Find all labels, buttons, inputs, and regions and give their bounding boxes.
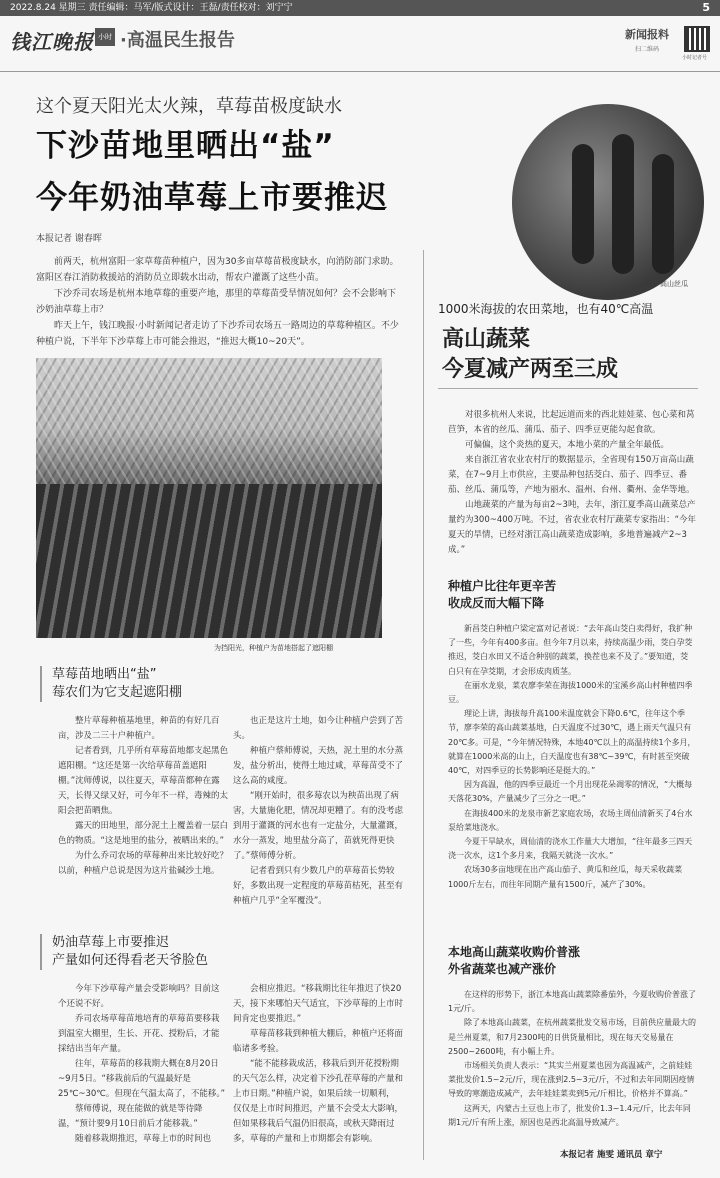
side-intro bbox=[448, 408, 696, 558]
lead-paragraph: 下沙乔司农场是杭州本地草莓的重要产地，那里的草莓苗受旱情况如何？会不会影响下沙奶油草莓上市？ bbox=[36, 289, 397, 315]
qr-caption: 小时记者号 bbox=[682, 55, 708, 61]
box2-column-2 bbox=[233, 982, 403, 1147]
box1-column-1 bbox=[58, 714, 228, 879]
side-kicker: 1000米海拔的农田菜地，也有40℃高温 bbox=[438, 302, 654, 316]
column-divider bbox=[423, 250, 424, 1160]
body-paragraph: 记者看到，几乎所有草莓苗地都支起黑色遮阳棚。“这还是第一次给草莓苗盖遮阳棚。”沈师傅说，以往夏天，草莓苗都种在露天，长得又绿又好，可今年不一样，毒辣的太阳会把苗晒焦。 bbox=[58, 746, 229, 816]
body-paragraph: 对很多杭州人来说，比起远道而来的西北娃娃菜、包心菜和莴苣笋，本省的丝瓜、蒲瓜、茄子、四季豆更能勾起食欲。 bbox=[448, 410, 695, 435]
lead-paragraph: 前两天，杭州富阳一家草莓苗种植户，因为30多亩草莓苗极度缺水，向消防部门求助。富阳区春江消防救援站的消防员立即载水出动，帮农户灌溉了这些小苗。 bbox=[36, 257, 399, 283]
side-credit: 本报记者 施雯 通讯员 章宁 bbox=[560, 1150, 663, 1160]
masthead bbox=[0, 18, 720, 72]
body-paragraph: 来自浙江省农业农村厅的数据显示，全省现有150万亩高山蔬菜，在7~9月上市供应，主要品种包括茭白、茄子、四季豆、番茄、丝瓜、蒲瓜等，产地为丽水、温州、台州、衢州、金华等地。 bbox=[448, 455, 695, 495]
box1-heading bbox=[40, 666, 380, 702]
newspaper-logo: 钱江晚报 bbox=[10, 30, 94, 54]
body-paragraph: 记者看到只有少数几户的草莓苗长势较好，多数出现一定程度的草莓苗枯死，甚至有种植户几乎“全军覆没”。 bbox=[233, 866, 404, 906]
main-headline-2: 今年奶油草莓上市要推迟 bbox=[36, 180, 388, 216]
body-paragraph: 露天的田地里，部分泥土上覆盖着一层白色的物质。“这是地里的盐分，被晒出来的。” bbox=[58, 821, 229, 846]
side-section1-title-2: 收成反而大幅下降 bbox=[448, 596, 545, 610]
loofah-shape bbox=[612, 134, 634, 274]
body-paragraph: 市场相关负责人表示：“其实兰州夏菜也因为高温减产，之前娃娃菜批发价1.5~2元/斤，现在涨到2.5~3元/斤，不过和去年同期因疫情导致的寒潮造成减产，去年娃娃菜卖到5元/斤相比，价格并不算高。” bbox=[448, 1061, 695, 1099]
body-paragraph: 种植户蔡师傅说，天热，泥土里的水分蒸发，盐分析出，使得土地过咸，草莓苗受不了这么高的咸度。 bbox=[233, 746, 404, 786]
side-section1-title-1: 种植户比往年更辛苦 bbox=[448, 579, 557, 593]
body-paragraph: 除了本地高山蔬菜，在杭州蔬菜批发交易市场，目前供应量最大的是兰州夏菜，和7月2300吨的日供货量相比，现在每天交易量在2500~2600吨，有小幅上升。 bbox=[448, 1018, 696, 1056]
side-headline-1: 高山蔬菜 bbox=[442, 327, 531, 352]
box1-column-2 bbox=[233, 714, 403, 909]
body-paragraph: 在丽水龙泉，菜农廖李荣在海拔1000米的宝溪乡高山村种植四季豆。 bbox=[448, 680, 693, 705]
main-lead bbox=[36, 254, 400, 350]
main-photo-caption: 为挡阳光，种植户为苗地搭起了遮阳棚 bbox=[214, 644, 333, 652]
body-paragraph: 新昌茭白种植户梁定富对记者说：“去年高山茭白卖得好，我扩种了一些，今年有400多亩。但今年7月以来，持续高温少雨，茭白孕茭推迟，茭白水田又不适合种别的蔬菜，换茬也来不及了。”要知道，茭白只有在孕茭期，才会形成肉质茎。 bbox=[448, 624, 693, 676]
body-paragraph: 农场30多亩地现在出产高山茄子、黄瓜和丝瓜，每天采收蔬菜1000斤左右，而往年同期产量有1500斤，减产了30%。 bbox=[448, 865, 683, 889]
body-paragraph: 乔司农场草莓苗地培育的草莓苗要移栽到温室大棚里，生长、开花、授粉后，才能採结出当年产量。 bbox=[58, 1014, 220, 1054]
body-paragraph: 在这样的形势下，浙江本地高山蔬菜除番茄外，今夏收购价普涨了1元/斤。 bbox=[448, 990, 696, 1014]
side-section2-heading bbox=[448, 944, 580, 978]
body-paragraph: 会相应推迟。“移栽期比往年推迟了快20天，接下来哪怕天气适宜，下沙草莓的上市时间肯定也要推迟。” bbox=[233, 984, 404, 1024]
shade-net-photo bbox=[36, 358, 382, 638]
side-section1-heading bbox=[448, 578, 556, 612]
qr-code-icon[interactable] bbox=[684, 26, 710, 52]
seedling-rows bbox=[36, 484, 382, 638]
body-paragraph: 理论上讲，海拔每升高100米温度就会下降0.6℃，往年这个季节，廖李荣的高山蔬菜基地，白天温度不过30℃，遇上雨天气温只有20℃多。可是，“今年情况特殊，本地40℃以上的高温持续1个多月，就算在1000米高的山上，白天温度也有38℃~39℃，有时甚至突破40℃，对四季豆的长势影响还是挺大的。” bbox=[448, 709, 696, 776]
body-paragraph: 可偏偏，这个炎热的夏天，本地小菜的产量全年最低。 bbox=[465, 440, 670, 450]
lead-paragraph: 昨天上午，钱江晚报·小时新闻记者走访了下沙乔司农场五一路周边的草莓种植区。不少种植户说，下半年下沙草莓上市可能会推迟，“推迟大概10~20天”。 bbox=[36, 321, 399, 347]
body-paragraph: 往年，草莓苗的移栽期大概在8月20日~9月5日。“移栽前后的气温最好是25℃~30℃。但现在气温太高了，不能移。” bbox=[58, 1059, 226, 1099]
box2-column-1 bbox=[58, 982, 226, 1147]
body-paragraph: 今夏干旱缺水，周仙清的浇水工作量大大增加，“往年最多三四天浇一次水，这1个多月来，我隔天就浇一次水。” bbox=[448, 837, 693, 861]
section-title: ·高温民生报告 bbox=[120, 30, 235, 51]
body-paragraph: 为什么乔司农场的草莓种出来比较好吃？以前，种植户总说是因为这片盐碱沙土地。 bbox=[58, 851, 229, 876]
body-paragraph: 蔡师傅说，现在能做的就是等待降温，“预计要9月10日前后才能移栽。” bbox=[58, 1104, 203, 1129]
box2-heading bbox=[40, 934, 380, 970]
main-byline: 本报记者 谢春晖 bbox=[36, 234, 102, 244]
scan-sub: 扫二维码 bbox=[634, 46, 659, 53]
page-header-bar bbox=[0, 0, 720, 16]
body-paragraph: 这两天，内蒙古土豆也上市了，批发价1.3~1.4元/斤，比去年同期1元/斤有所上涨，原因也是西北高温导致减产。 bbox=[448, 1103, 691, 1127]
body-paragraph: 因为高温，他的四季豆最近一个月出现花朵凋零的情况，“大概每天落花30%，产量减少了三分之一吧。” bbox=[448, 780, 693, 804]
body-paragraph: “刚开始时，很多莓农以为秧苗出现了病害，大量施化肥，情况却更糟了。有的没考虑到用于灌溉的河水也有一定盐分，大量灌溉，水分一蒸发，地里盐分高了，苗就死得更快了。”蔡师傅分析。 bbox=[233, 791, 404, 861]
loofah-shape bbox=[572, 144, 594, 264]
scan-label-block bbox=[625, 26, 669, 53]
box1-title-1: 草莓苗地晒出“盐” bbox=[52, 667, 157, 682]
scan-label: 新闻报料 bbox=[625, 28, 669, 41]
date-line: 2022.8.24 星期三 责任编辑：马军/版式设计：王磊/责任校对：刘宁宁 bbox=[10, 3, 293, 13]
body-paragraph: 草莓苗移栽到种植大棚后，种植户还将面临诸多考验。 bbox=[233, 1029, 404, 1054]
box1-title-2: 莓农们为它支起遮阳棚 bbox=[52, 685, 183, 700]
page-number: 5 bbox=[702, 1, 710, 14]
side-section2-title-2: 外省蔬菜也减产涨价 bbox=[448, 962, 557, 976]
side-section1-body bbox=[448, 622, 696, 892]
main-headline-1: 下沙苗地里晒出“盐” bbox=[36, 128, 335, 164]
logo-badge: 小时 bbox=[95, 28, 115, 46]
side-section2-title-1: 本地高山蔬菜收购价普涨 bbox=[448, 945, 581, 959]
loofah-caption: 高山丝瓜 bbox=[660, 280, 688, 288]
side-headline-2: 今夏减产两至三成 bbox=[442, 357, 619, 382]
shade-net bbox=[36, 358, 382, 484]
side-rule bbox=[438, 388, 698, 389]
body-paragraph: “能不能移栽成活，移栽后到开花授粉期的天气怎么样，决定着下沙孔茬草莓的产量和上市日期。”种植户说，如果后续一切顺利，仅仅是上市时间推迟，产量不会受太大影响，但如果移栽后气温仍旧很高，或秋天降雨过多，草莓的产量和上市期都会有影响。 bbox=[233, 1059, 404, 1144]
loofah-shape bbox=[652, 154, 674, 274]
side-section2-body bbox=[448, 988, 696, 1130]
body-paragraph: 整片草莓种植基地里，种苗的有好几百亩，涉及二三十户种植户。 bbox=[58, 716, 220, 741]
body-paragraph: 今年下沙草莓产量会受影响吗？目前这个还说不好。 bbox=[58, 984, 220, 1009]
box2-title-2: 产量如何还得看老天爷脸色 bbox=[52, 953, 209, 968]
box2-title-1: 奶油草莓上市要推迟 bbox=[52, 935, 170, 950]
loofah-photo bbox=[512, 104, 704, 300]
main-kicker: 这个夏天阳光太火辣，草莓苗极度缺水 bbox=[36, 96, 342, 117]
body-paragraph: 山地蔬菜的产量为每亩2~3吨，去年，浙江夏季高山蔬菜总产量约为300~400万吨。不过，省农业农村厅蔬菜专家指出：“今年夏天的旱情，已经对浙江高山蔬菜造成影响，多地普遍减产2~3成。” bbox=[448, 500, 696, 555]
body-paragraph: 在海拔400米的龙泉市新艺家庭农场，农场主周仙清新买了4台水泵给菜地浇水。 bbox=[448, 808, 693, 832]
body-paragraph: 也正是这片土地，如今让种植户尝到了苦头。 bbox=[233, 716, 404, 741]
body-paragraph: 随着移栽期推迟，草莓上市的时间也 bbox=[75, 1134, 212, 1144]
